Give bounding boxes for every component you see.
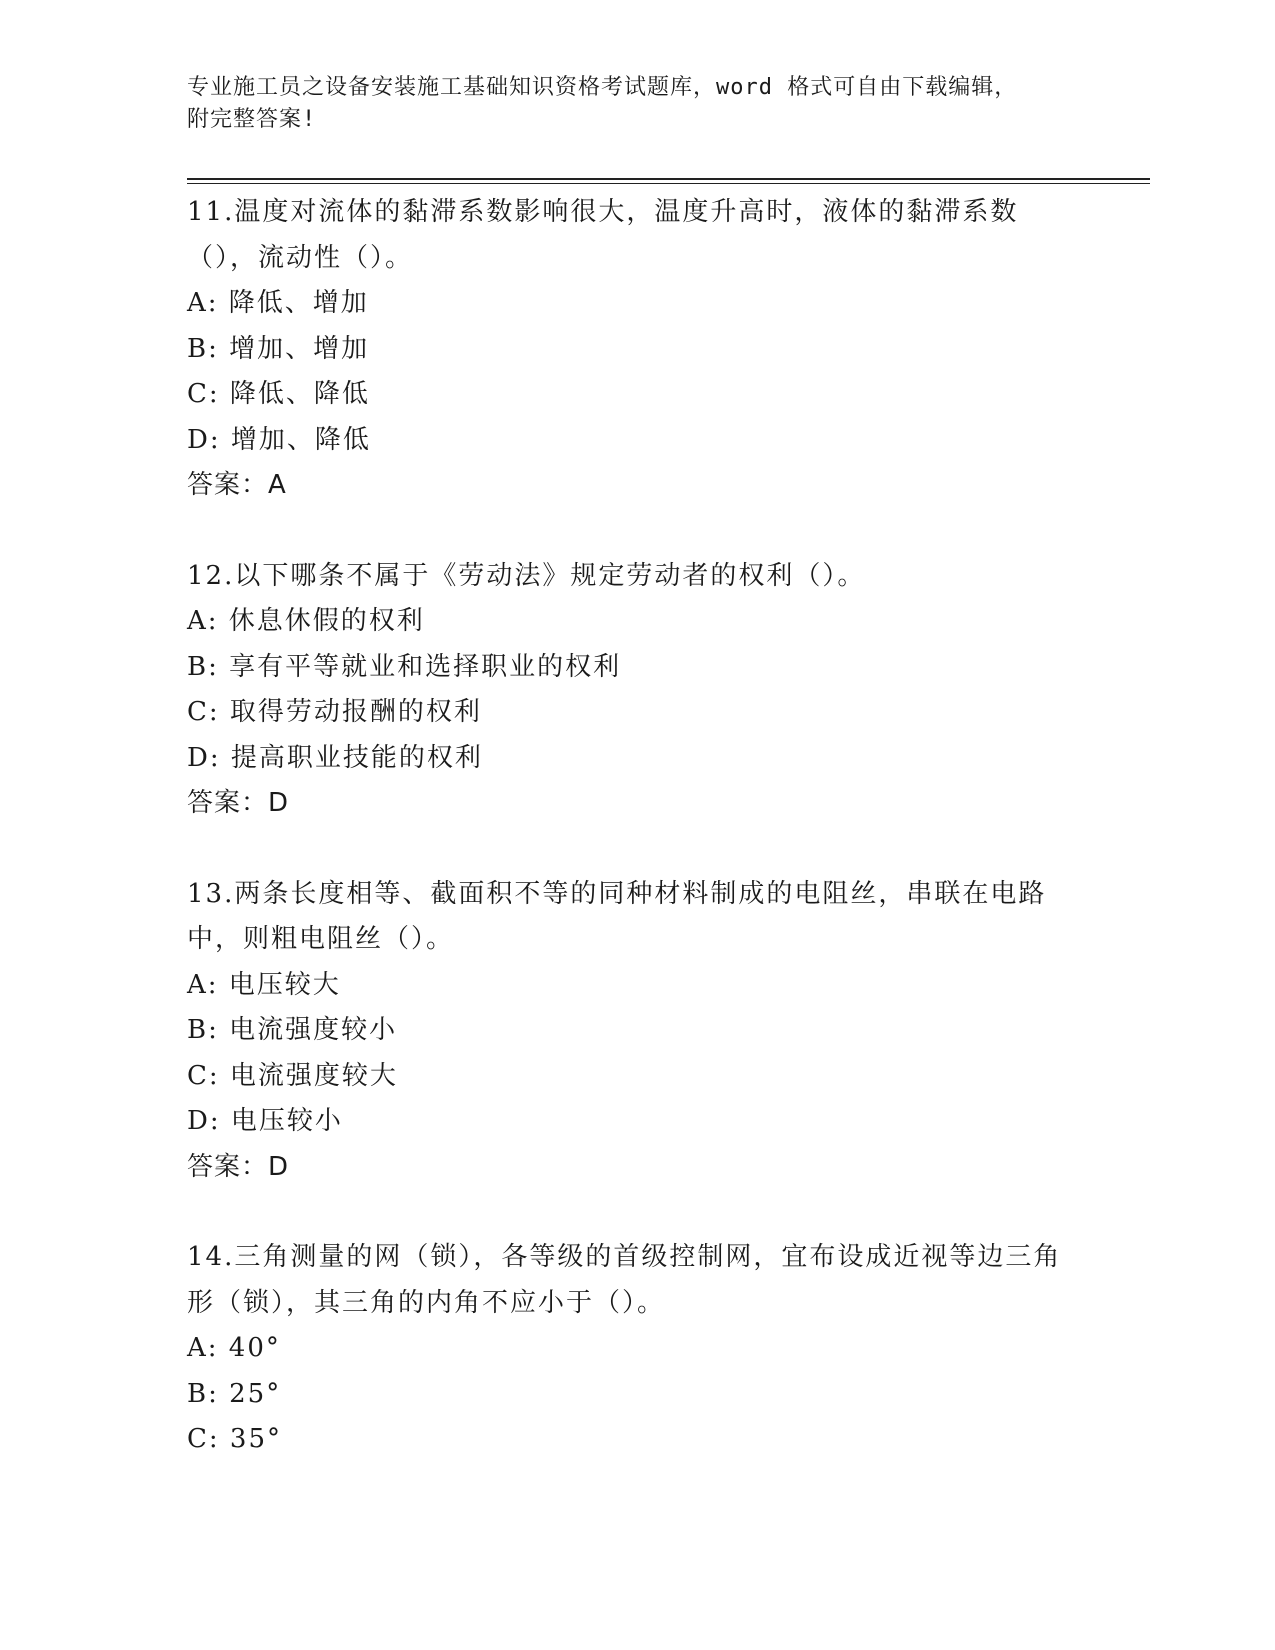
- option-a: A: 降低、增加: [187, 288, 369, 318]
- option-c: C: 35°: [187, 1424, 283, 1454]
- option-d: D: 增加、降低: [187, 424, 371, 455]
- question-list: [187, 190, 1077, 1508]
- question-text: 13.两条长度相等、截面积不等的同种材料制成的电阻丝，串联在电路中，则粗电阻丝（）。: [187, 878, 1047, 954]
- answer-text: 答案：D: [187, 788, 290, 818]
- question-11: [187, 190, 1077, 509]
- option-a: A: 电压较大: [187, 969, 341, 1000]
- header-line-1: 专业施工员之设备安装施工基础知识资格考试题库，word 格式可自由下载编辑，: [187, 75, 1018, 100]
- question-text: 12.以下哪条不属于《劳动法》规定劳动者的权利（）。: [187, 560, 866, 591]
- question-12: [187, 554, 1077, 827]
- question-text: 14.三角测量的网（锁），各等级的首级控制网，宜布设成近视等边三角形（锁），其三角的内角不应小于（）。: [187, 1242, 1062, 1318]
- option-a: A: 40°: [187, 1333, 281, 1363]
- answer-text: 答案：D: [187, 1151, 290, 1182]
- question-text: 11.温度对流体的黏滞系数影响很大，温度升高时，液体的黏滞系数（），流动性（）。: [187, 197, 1019, 273]
- header-divider-thick: [187, 178, 1150, 180]
- answer-text: 答案：A: [187, 470, 287, 500]
- option-b: B: 电流强度较小: [187, 1015, 398, 1045]
- option-a: A: 休息休假的权利: [187, 606, 425, 636]
- option-b: B: 享有平等就业和选择职业的权利: [187, 651, 622, 682]
- header-line-2: 附完整答案!: [187, 107, 317, 132]
- option-c: C: 降低、降低: [187, 379, 370, 409]
- question-14: [187, 1235, 1077, 1463]
- option-d: D: 提高职业技能的权利: [187, 742, 483, 773]
- option-c: C: 电流强度较大: [187, 1060, 398, 1091]
- option-d: D: 电压较小: [187, 1106, 343, 1136]
- option-b: B: 25°: [187, 1378, 282, 1409]
- header-divider-thin: [187, 183, 1150, 184]
- document-header: [187, 72, 1087, 136]
- option-c: C: 取得劳动报酬的权利: [187, 697, 482, 727]
- question-13: [187, 872, 1077, 1191]
- option-b: B: 增加、增加: [187, 333, 370, 364]
